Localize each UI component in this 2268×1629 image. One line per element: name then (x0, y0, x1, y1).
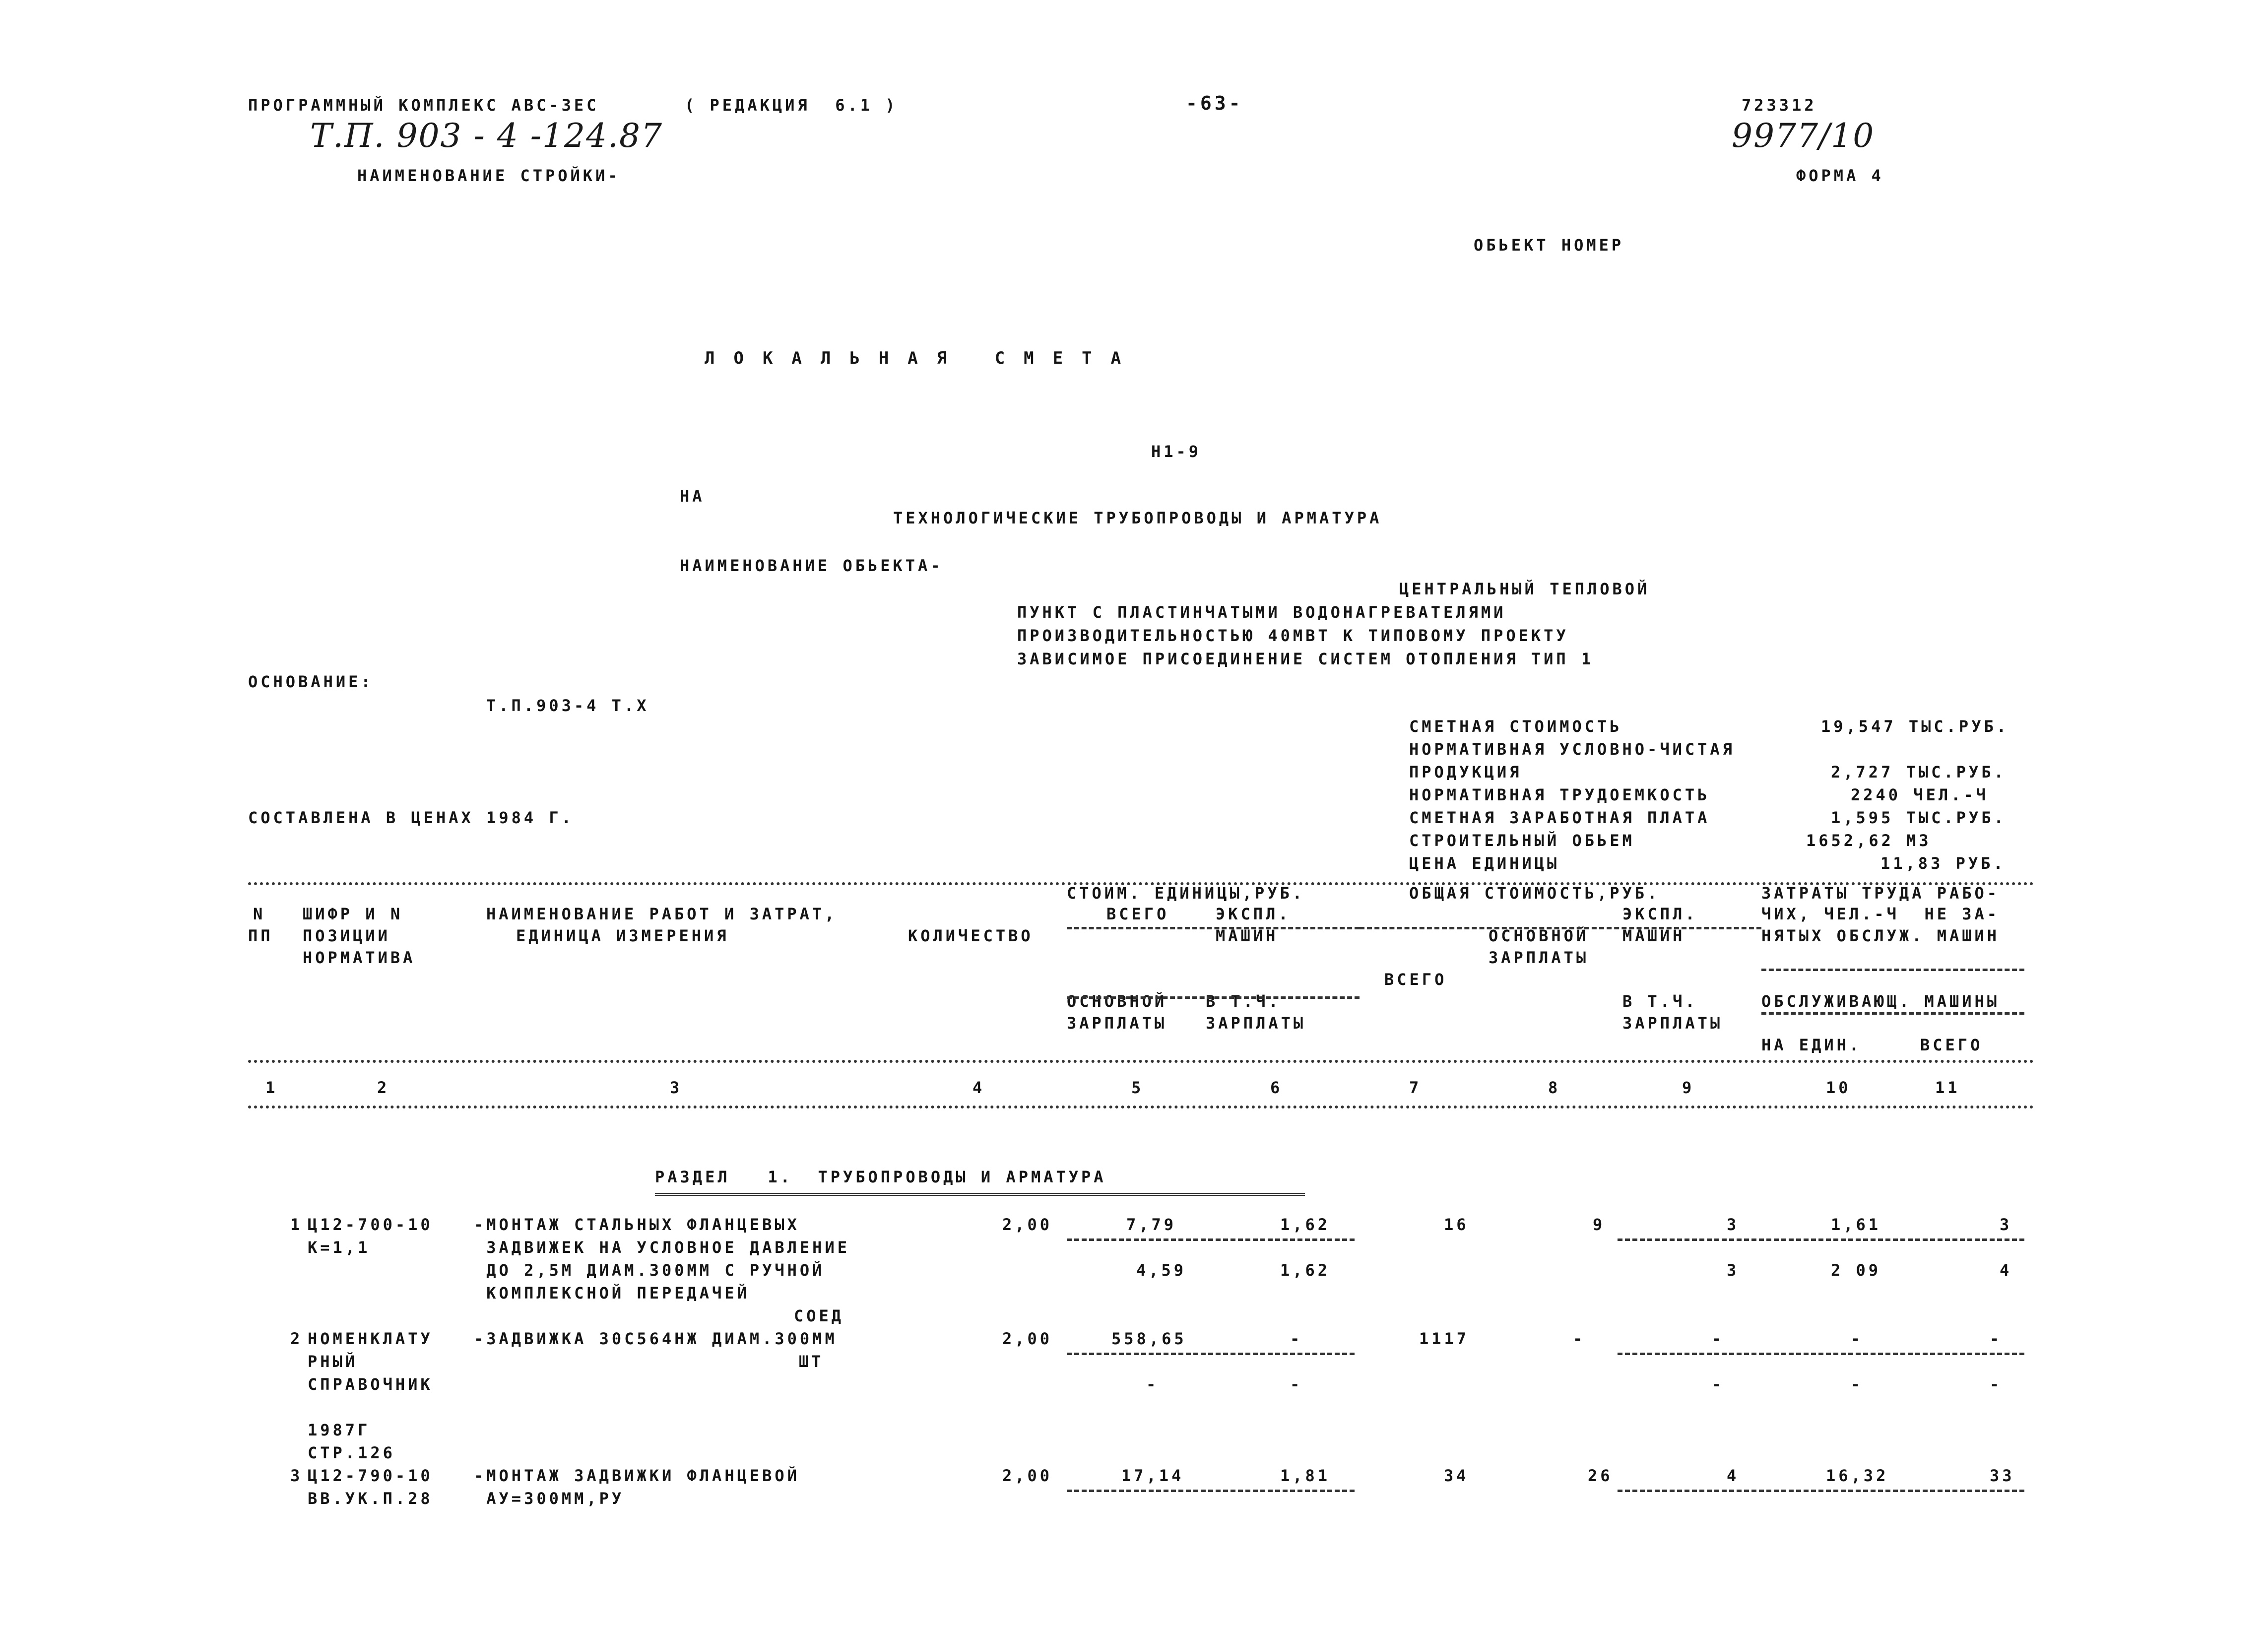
header-quantity: КОЛИЧЕСТВО (908, 926, 1034, 945)
row-code: 1987Г (308, 1421, 371, 1439)
row-unit-vtch: 1,62 (1280, 1261, 1331, 1280)
col-number: 5 (1131, 1078, 1144, 1097)
summary-value: 2,727 ТЫС.РУБ. (1831, 763, 2007, 782)
object-line-3: ПРОИЗВОДИТЕЛЬНОСТЬЮ 40МВТ К ТИПОВОМУ ПРОЕКТУ (1017, 626, 1569, 645)
header-total-vtch: ЗАРПЛАТЫ (1622, 1014, 1723, 1033)
row-labor-machines-unit: 2 09 (1831, 1261, 1881, 1280)
row-quantity: 2,00 (1002, 1215, 1053, 1234)
row-subrule (1067, 1238, 1355, 1241)
header-total-all: ВСЕГО (1384, 970, 1447, 989)
section-title: РАЗДЕЛ 1. ТРУБОПРОВОДЫ И АРМАТУРА (655, 1168, 1106, 1186)
document-code: 723312 (1742, 96, 1817, 115)
basis-label: ОСНОВАНИЕ: (248, 672, 374, 691)
row-labor-total: - (1990, 1329, 2003, 1348)
row-code: ВВ.УК.П.28 (308, 1489, 433, 1508)
row-name: СОЕД (794, 1306, 844, 1325)
header-unit-expl: ЭКСПЛ. (1216, 905, 1291, 923)
row-subrule (1618, 1238, 2024, 1241)
row-code: К=1,1 (308, 1238, 371, 1257)
row-subrule (1618, 1353, 2024, 1355)
row-labor-unit: 16,32 (1826, 1466, 1889, 1485)
row-unit-total: 7,79 (1126, 1215, 1177, 1234)
row-labor-unit: 1,61 (1831, 1215, 1881, 1234)
header-total-vtch: В Т.Ч. (1622, 992, 1698, 1011)
summary-label: ЦЕНА ЕДИНИЦЫ (1409, 854, 1560, 873)
col-number: 6 (1270, 1078, 1283, 1097)
row-code: СТР.126 (308, 1443, 395, 1462)
row-total-osn: - (1573, 1329, 1586, 1348)
row-total-vtch: 3 (1727, 1261, 1740, 1280)
col-number: 4 (972, 1078, 985, 1097)
row-labor-machines-total: 4 (2000, 1261, 2012, 1280)
summary-label: СМЕТНАЯ СТОИМОСТЬ (1409, 717, 1622, 736)
compiled-in-prices: СОСТАВЛЕНА В ЦЕНАХ 1984 Г. (248, 808, 574, 827)
header-subrule (1761, 1012, 2024, 1015)
header-unit-osn: ЗАРПЛАТЫ (1067, 1014, 1167, 1033)
object-number-label: ОБЬЕКТ НОМЕР (1474, 236, 1624, 255)
col-number: 7 (1409, 1078, 1422, 1097)
header-code: НОРМАТИВА (303, 948, 416, 967)
row-total: 1117 (1419, 1329, 1470, 1348)
header-total-osn: ОСНОВНОЙ (1489, 926, 1589, 945)
summary-label: ПРОДУКЦИЯ (1409, 763, 1522, 782)
document-title: ЛОКАЛЬНАЯ СМЕТА (705, 348, 1140, 368)
col-number: 1 (265, 1078, 278, 1097)
object-line-1: ЦЕНТРАЛЬНЫЙ ТЕПЛОВОЙ (1399, 580, 1650, 598)
row-total-vtch: - (1712, 1375, 1725, 1394)
handwritten-code: 9977/10 (1732, 117, 1875, 155)
row-name: ДО 2,5М ДИАМ.300ММ С РУЧНОЙ (474, 1261, 825, 1280)
header-per-unit: НА ЕДИН. (1761, 1036, 1862, 1054)
row-labor-total: 3 (2000, 1215, 2012, 1234)
row-unit-vtch: - (1290, 1375, 1303, 1394)
row-unit-expl: 1,62 (1280, 1215, 1331, 1234)
header-total-expl: ЭКСПЛ. (1622, 905, 1698, 923)
summary-label: НОРМАТИВНАЯ ТРУДОЕМКОСТЬ (1409, 785, 1710, 804)
col-number: 2 (377, 1078, 390, 1097)
row-total-expl: - (1712, 1329, 1725, 1348)
form-label: ФОРМА 4 (1796, 166, 1884, 185)
row-total: 34 (1444, 1466, 1469, 1485)
summary-value: 1,595 ТЫС.РУБ. (1831, 808, 2007, 827)
object-line-2: ПУНКТ С ПЛАСТИНЧАТЫМИ ВОДОНАГРЕВАТЕЛЯМИ (1017, 603, 1506, 622)
row-labor-unit: - (1851, 1329, 1864, 1348)
object-name-label: НАИМЕНОВАНИЕ ОБЬЕКТА- (680, 556, 943, 575)
row-name: КОМПЛЕКСНОЙ ПЕРЕДАЧЕЙ (474, 1284, 750, 1303)
header-labor: НЯТЫХ ОБСЛУЖ. МАШИН (1761, 926, 2000, 945)
header-subrule (1761, 969, 2024, 971)
header-unit-total: ВСЕГО (1106, 905, 1169, 923)
construction-name-label: НАИМЕНОВАНИЕ СТРОЙКИ- (357, 166, 621, 185)
col-number: 9 (1682, 1078, 1695, 1097)
row-quantity: 2,00 (1002, 1466, 1053, 1485)
row-total-osn: 26 (1588, 1466, 1613, 1485)
col-number: 8 (1548, 1078, 1561, 1097)
summary-label: СМЕТНАЯ ЗАРАБОТНАЯ ПЛАТА (1409, 808, 1710, 827)
summary-label: СТРОИТЕЛЬНЫЙ ОБЬЕМ (1409, 831, 1635, 850)
on-label: НА (680, 487, 705, 506)
header-unit-vtch: ЗАРПЛАТЫ (1206, 1014, 1306, 1033)
row-labor-machines-unit: - (1851, 1375, 1864, 1394)
estimate-subject: ТЕХНОЛОГИЧЕСКИЕ ТРУБОПРОВОДЫ И АРМАТУРА (893, 509, 1382, 527)
row-name: -МОНТАЖ ЗАДВИЖКИ ФЛАНЦЕВОЙ (474, 1466, 800, 1485)
col-number: 3 (670, 1078, 683, 1097)
header-unit-osn: ОСНОВНОЙ (1067, 992, 1167, 1011)
header-total-expl: МАШИН (1622, 926, 1685, 945)
header-total-osn: ЗАРПЛАТЫ (1489, 948, 1589, 967)
header-subrule (1067, 996, 1360, 999)
object-line-4: ЗАВИСИМОЕ ПРИСОЕДИНЕНИЕ СИСТЕМ ОТОПЛЕНИЯ ТИП 1 (1017, 650, 1594, 668)
edition: ( РЕДАКЦИЯ 6.1 ) (685, 96, 898, 115)
row-name: -МОНТАЖ СТАЛЬНЫХ ФЛАНЦЕВЫХ (474, 1215, 800, 1234)
header-labor-machines: ОБСЛУЖИВАЮЩ. МАШИНЫ (1761, 992, 2000, 1011)
col-number: 11 (1935, 1078, 1960, 1097)
row-code: Ц12-700-10 (308, 1215, 433, 1234)
row-subrule (1067, 1490, 1355, 1492)
row-total-osn: 9 (1593, 1215, 1606, 1234)
summary-value: 19,547 ТЫС.РУБ. (1821, 717, 2009, 736)
summary-value: 1652,62 М3 (1806, 831, 1932, 850)
row-subrule (1618, 1490, 2024, 1492)
row-number: 2 (290, 1329, 303, 1348)
row-name: АУ=300ММ,РУ (474, 1489, 625, 1508)
row-name: ШТ (799, 1352, 824, 1371)
header-unit-vtch: В Т.Ч. (1206, 992, 1281, 1011)
row-number: 3 (290, 1466, 303, 1485)
row-name: -ЗАДВИЖКА 30С564НЖ ДИАМ.300ММ (474, 1329, 838, 1348)
row-labor-total: 33 (1990, 1466, 2015, 1485)
summary-value: 2240 ЧЕЛ.-Ч (1851, 785, 1989, 804)
row-total-expl: 4 (1727, 1466, 1740, 1485)
section-underline (655, 1193, 1305, 1196)
summary-value: 11,83 РУБ. (1880, 854, 2006, 873)
col-numbers-rule (248, 1106, 2034, 1108)
row-code: СПРАВОЧНИК (308, 1375, 433, 1394)
row-code: НОМЕНКЛАТУ (308, 1329, 433, 1348)
header-unit: ЕДИНИЦА ИЗМЕРЕНИЯ (516, 926, 729, 945)
row-total: 16 (1444, 1215, 1469, 1234)
estimate-number: Н1-9 (1151, 442, 1202, 461)
page-number: -63- (1186, 92, 1243, 114)
header-labor-total: ВСЕГО (1920, 1036, 1983, 1054)
header-n: N (253, 905, 266, 923)
header-bottom-rule (248, 1060, 2034, 1063)
header-unit-expl: МАШИН (1216, 926, 1279, 945)
header-code: ПОЗИЦИИ (303, 926, 390, 945)
header-npp: ПП (248, 926, 273, 945)
header-total-cost: ОБЩАЯ СТОИМОСТЬ,РУБ. (1409, 884, 1660, 903)
row-quantity: 2,00 (1002, 1329, 1053, 1348)
header-labor: ЧИХ, ЧЕЛ.-Ч НЕ ЗА- (1761, 905, 2000, 923)
row-unit-osn: 4,59 (1136, 1261, 1187, 1280)
row-subrule (1067, 1353, 1355, 1355)
header-code: ШИФР И N (303, 905, 403, 923)
row-unit-total: 558,65 (1111, 1329, 1187, 1348)
row-total-expl: 3 (1727, 1215, 1740, 1234)
header-subrule (1360, 927, 1761, 929)
row-labor-machines-total: - (1990, 1375, 2003, 1394)
header-subrule (1067, 927, 1360, 929)
row-unit-osn: - (1146, 1375, 1159, 1394)
handwritten-tp-number: Т.П. 903 - 4 -124.87 (310, 117, 663, 155)
row-code: Ц12-790-10 (308, 1466, 433, 1485)
row-unit-expl: 1,81 (1280, 1466, 1331, 1485)
col-number: 10 (1826, 1078, 1851, 1097)
header-labor: ЗАТРАТЫ ТРУДА РАБО- (1761, 884, 2000, 903)
row-unit-total: 17,14 (1121, 1466, 1184, 1485)
row-name: ЗАДВИЖЕК НА УСЛОВНОЕ ДАВЛЕНИЕ (474, 1238, 850, 1257)
header-unit-cost: СТОИМ. ЕДИНИЦЫ,РУБ. (1067, 884, 1305, 903)
program-name: ПРОГРАММНЫЙ КОМПЛЕКС АВС-3ЕС (248, 96, 599, 115)
header-work-name: НАИМЕНОВАНИЕ РАБОТ И ЗАТРАТ, (486, 905, 838, 923)
row-number: 1 (290, 1215, 303, 1234)
basis-value: Т.П.903-4 Т.Х (486, 696, 649, 715)
row-code: РНЫЙ (308, 1352, 358, 1371)
summary-label: НОРМАТИВНАЯ УСЛОВНО-ЧИСТАЯ (1409, 740, 1735, 759)
row-unit-expl: - (1290, 1329, 1303, 1348)
